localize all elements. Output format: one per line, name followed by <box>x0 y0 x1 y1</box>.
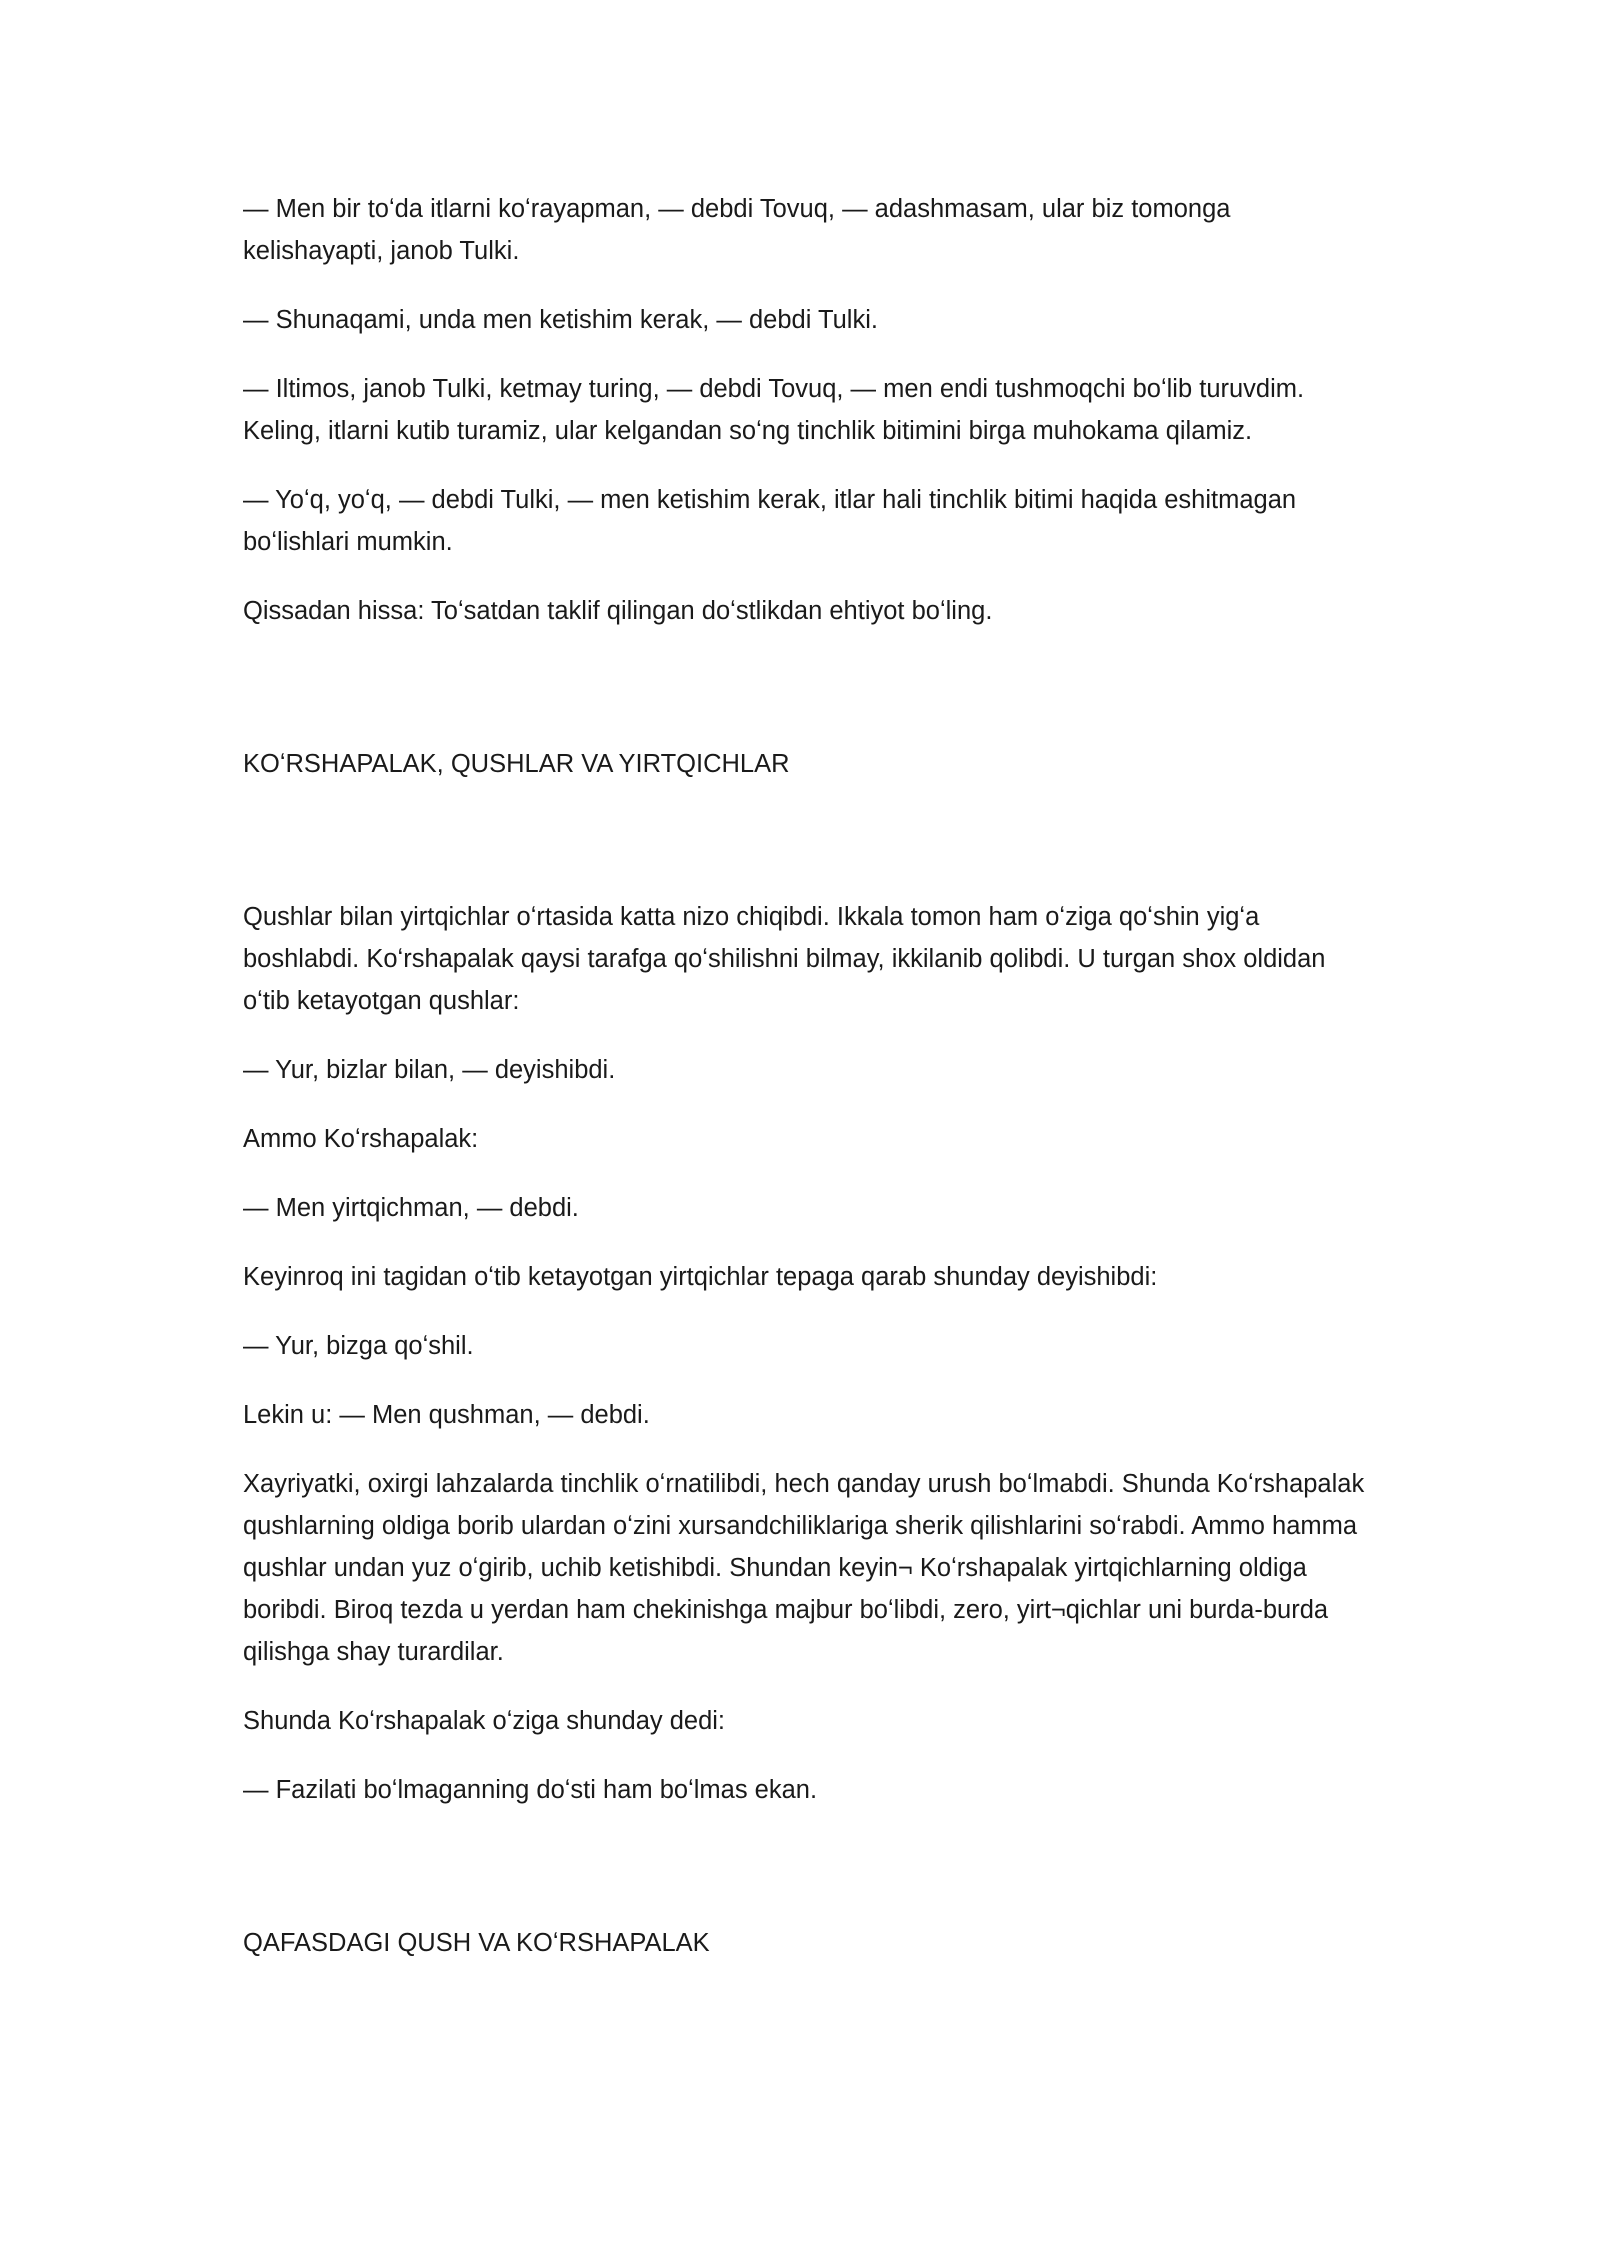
story-heading: QAFASDAGI QUSH VA KOʻRSHAPALAK <box>243 1929 710 1957</box>
paragraph: Ammo Koʻrshapalak: <box>243 1125 479 1153</box>
paragraph: Xayriyatki, oxirgi lahzalarda tinchlik oʻrnatilibdi, hech qanday urush boʻlmabdi. Shunda Koʻrshapalak qushlarning oldiga borib ulardan oʻzini xursandchiliklariga sherik qilishlarini soʻrabdi. Ammo hamma qushlar undan yuz oʻgirib, uchib ketishibdi. Shundan keyin¬ Koʻrshapalak yirtqichlarning oldiga boribdi. Biroq tezda u yerdan ham chekinishga majbur boʻlibdi, zero, yirt¬qichlar uni burda-burda qilishga shay turardilar. <box>243 1470 1365 1666</box>
paragraph: — Iltimos, janob Tulki, ketmay turing, — debdi Tovuq, — men endi tushmoqchi boʻlib turuvdim. Keling, itlarni kutib turamiz, ular kelgandan soʻng tinchlik bitimini birga muhokama qilamiz. <box>243 375 1305 445</box>
paragraph: — Men yirtqichman, — debdi. <box>243 1194 579 1222</box>
paragraph: Shunda Koʻrshapalak oʻziga shunday dedi: <box>243 1707 726 1735</box>
paragraph: — Shunaqami, unda men ketishim kerak, — debdi Tulki. <box>243 306 878 334</box>
paragraph: Keyinroq ini tagidan oʻtib ketayotgan yirtqichlar tepaga qarab shunday deyishibdi: <box>243 1263 1158 1291</box>
paragraph: — Fazilati boʻlmaganning doʻsti ham boʻlmas ekan. <box>243 1776 818 1804</box>
paragraph: — Yur, bizlar bilan, — deyishibdi. <box>243 1056 616 1084</box>
paragraph: — Yoʻq, yoʻq, — debdi Tulki, — men ketishim kerak, itlar hali tinchlik bitimi haqida eshitmagan boʻlishlari mumkin. <box>243 486 1297 556</box>
moral-paragraph: Qissadan hissa: Toʻsatdan taklif qilingan doʻstlikdan ehtiyot boʻling. <box>243 597 993 625</box>
paragraph: Lekin u: — Men qushman, — debdi. <box>243 1401 650 1429</box>
paragraph: — Men bir toʻda itlarni koʻrayapman, — debdi Tovuq, — adashmasam, ular biz tomonga kelishayapti, janob Tulki. <box>243 195 1231 265</box>
story-heading: KOʻRSHAPALAK, QUSHLAR VA YIRTQICHLAR <box>243 750 790 778</box>
paragraph: Qushlar bilan yirtqichlar oʻrtasida katta nizo chiqibdi. Ikkala tomon ham oʻziga qoʻshin yigʻa boshlabdi. Koʻrshapalak qaysi tarafga qoʻshilishni bilmay, ikkilanib qolibdi. U turgan shox oldidan oʻtib ketayotgan qushlar: <box>243 903 1326 1015</box>
document-body <box>243 188 1373 1964</box>
paragraph: — Yur, bizga qoʻshil. <box>243 1332 474 1360</box>
